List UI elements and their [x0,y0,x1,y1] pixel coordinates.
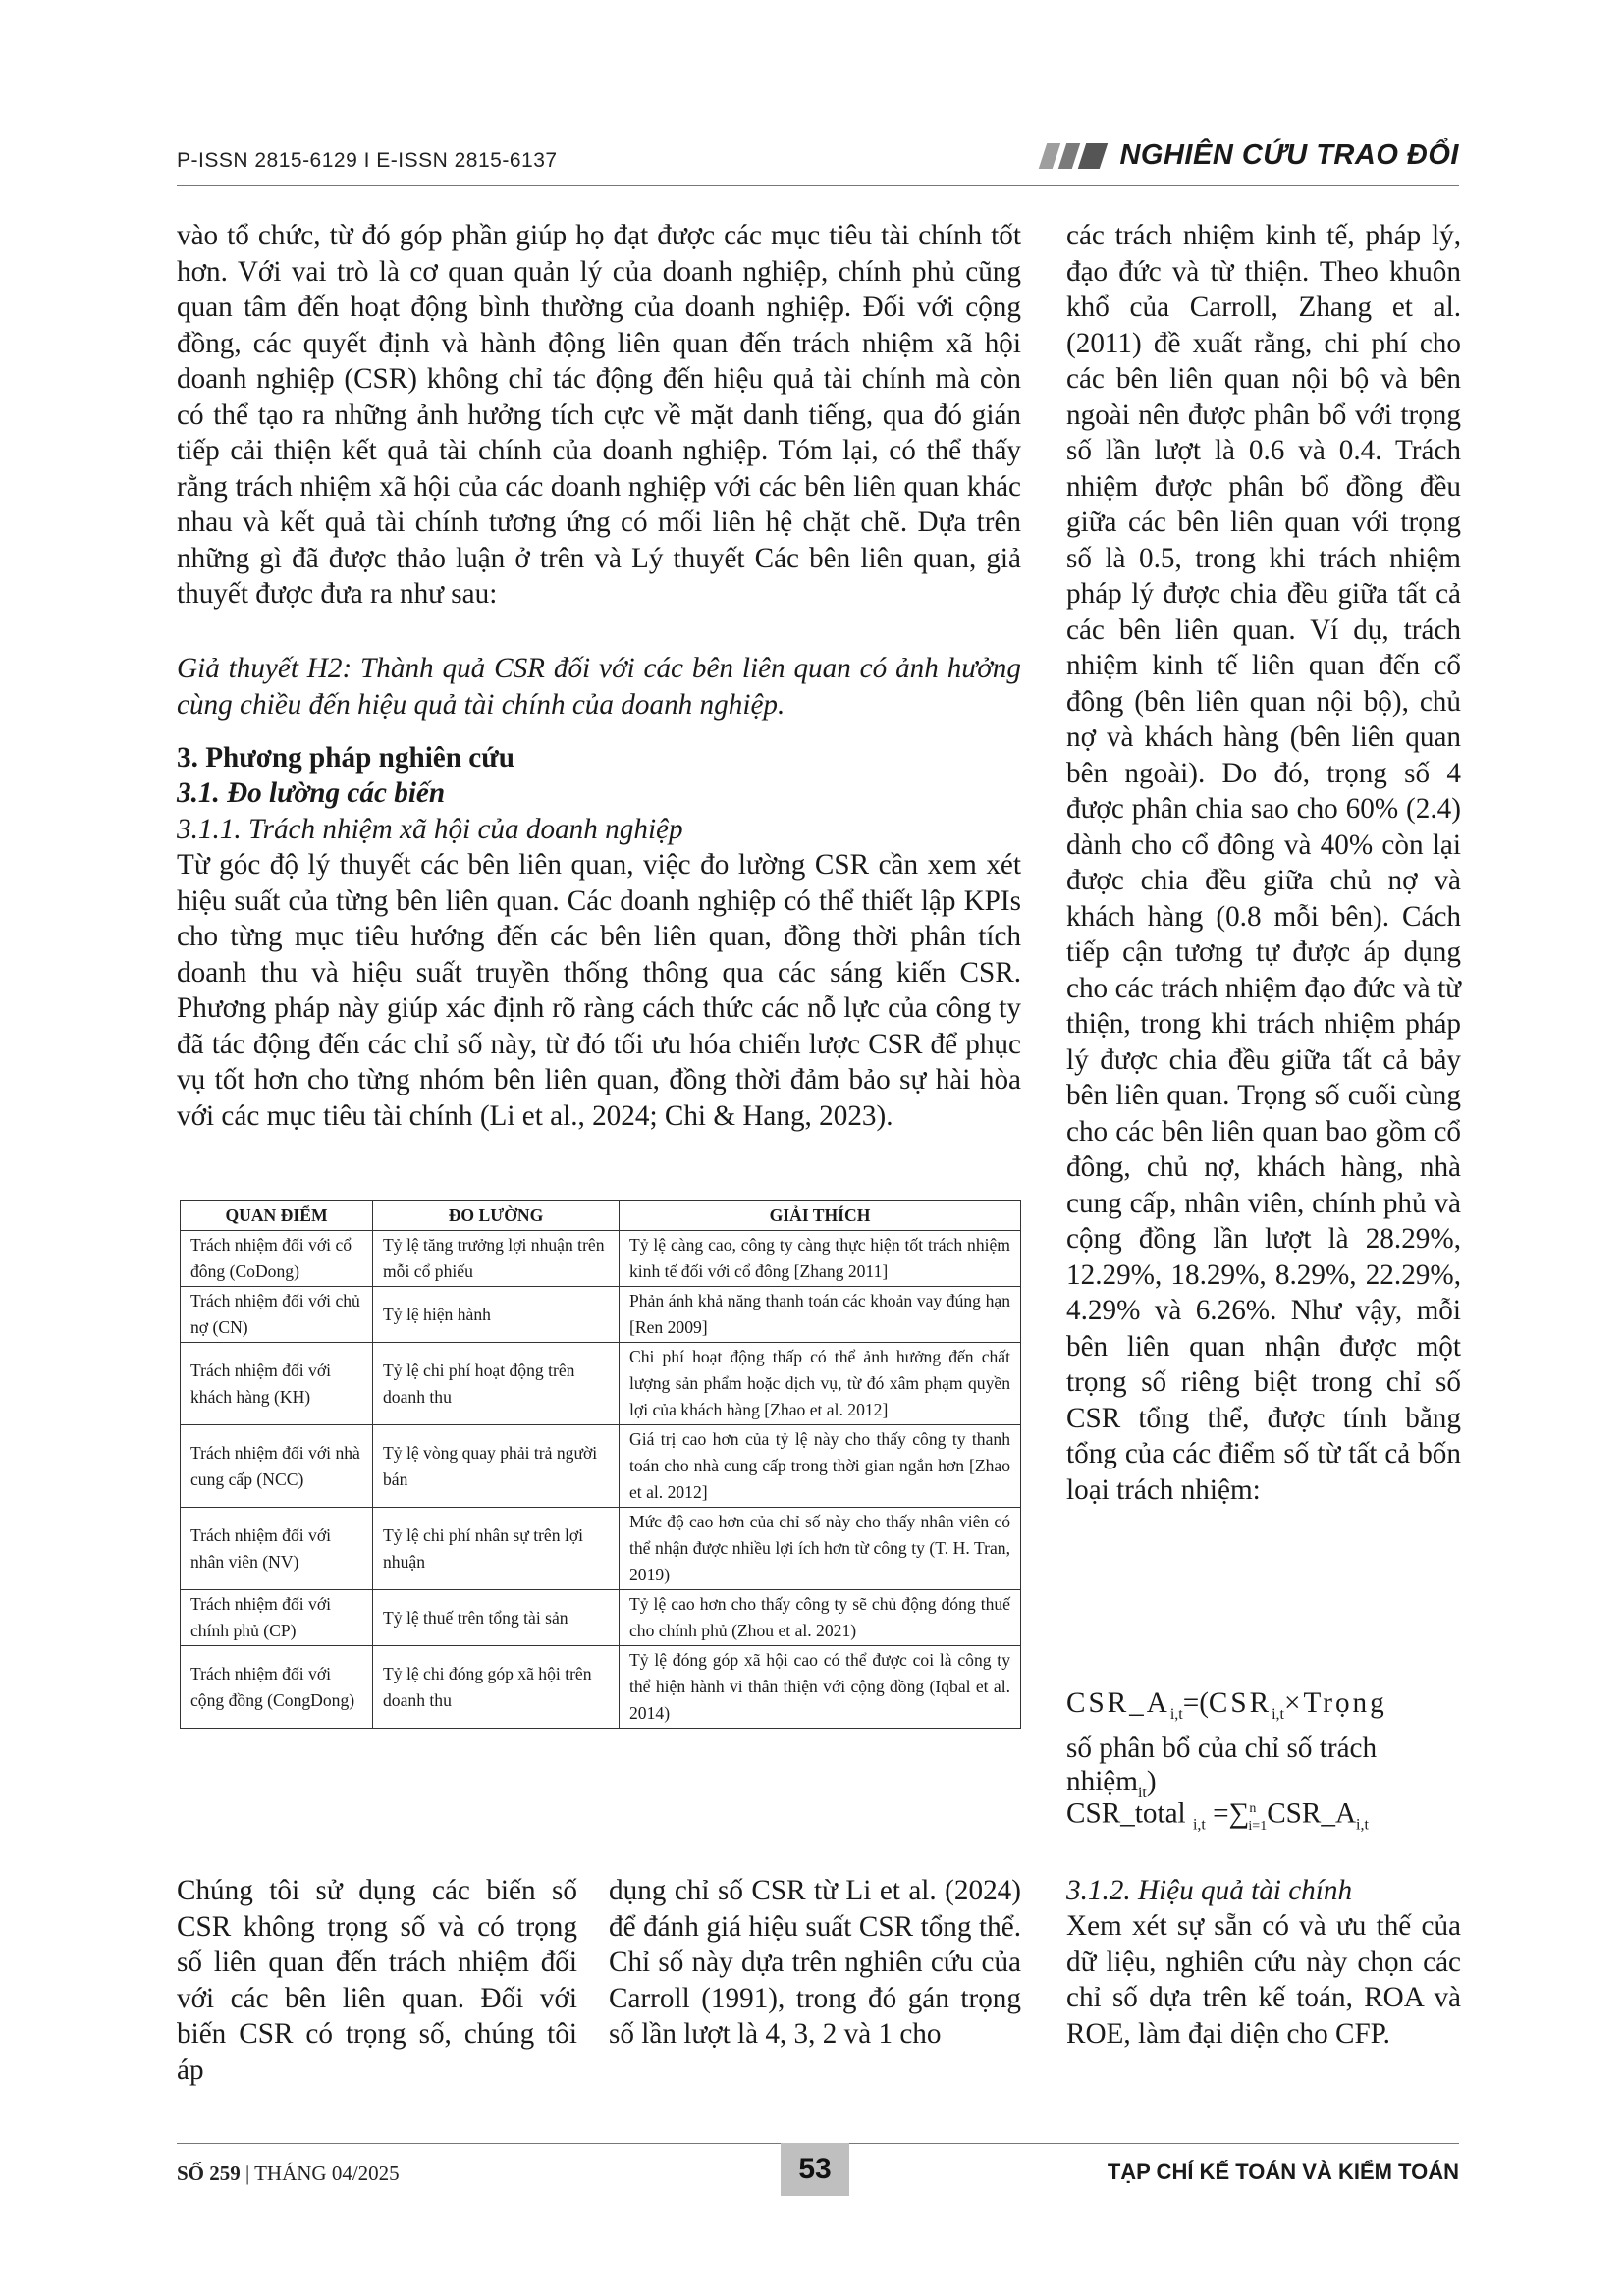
table-cell-explanation: Phản ánh khả năng thanh toán các khoản vay đúng hạn [Ren 2009] [620,1287,1021,1343]
issue-info: SỐ 259 | THÁNG 04/2025 [177,2162,400,2185]
table-cell-explanation: Tỷ lệ đóng góp xã hội cao có thể được coi là công ty thể hiện hành vi thân thiện với cộng đồng (Iqbal et al. 2014) [620,1646,1021,1729]
hypothesis-h2: Giả thuyết H2: Thành quả CSR đối với các bên liên quan có ảnh hưởng cùng chiều đến hiệu quả tài chính của doanh nghiệp. [177,653,1021,721]
table-cell-measure: Tỷ lệ chi phí hoạt động trên doanh thu [373,1343,620,1425]
method-paragraph: Từ góc độ lý thuyết các bên liên quan, việc đo lường CSR cần xem xét hiệu suất của từng bên liên quan. Các doanh nghiệp có thể thiết lập KPIs cho từng mục tiêu hướng đến các bên liên quan, đồng thời phân tích doanh thu và hiệu suất truyền thống thông qua các sáng kiến CSR. Phương pháp này giúp xác định rõ ràng cách thức các nỗ lực của công ty đã tác động đến các chỉ số này, từ đó tối ưu hóa chiến lược CSR để phục vụ tốt hơn cho từng nhóm bên liên quan, đồng thời đảm bảo sự hài hòa với các mục tiêu tài chính (Li et al., 2024; Chi & Hang, 2023). [177,849,1021,1132]
journal-name: TẠP CHÍ KẾ TOÁN VÀ KIỂM TOÁN [1107,2160,1459,2184]
cfp-paragraph: Xem xét sự sẵn có và ưu thế của dữ liệu, nghiên cứu này chọn các chỉ số dựa trên kế toán, ROA và ROE, làm đại diện cho CFP. [1066,1910,1461,2050]
table-cell-perspective: Trách nhiệm đối với chính phủ (CP) [181,1590,373,1646]
table-cell-measure: Tỷ lệ thuế trên tổng tài sản [373,1590,620,1646]
table-cell-perspective: Trách nhiệm đối với cổ đông (CoDong) [181,1231,373,1287]
table-header-row [181,1201,1021,1231]
page-number: 53 [781,2143,849,2196]
section-banner [1043,139,1459,172]
table-row [181,1590,1021,1646]
intro-paragraph: vào tổ chức, từ đó góp phần giúp họ đạt được các mục tiêu tài chính tốt hơn. Với vai trò là cơ quan quản lý của doanh nghiệp, chính phủ cũng quan tâm đến hoạt động bình thường của doanh nghiệp. Đối với cộng đồng, các quyết định và hành động liên quan đến trách nhiệm xã hội doanh nghiệp (CSR) không chỉ tác động đến hiệu quả tài chính mà còn có thể tạo ra những ảnh hưởng tích cực về mặt danh tiếng, qua đó gián tiếp cải thiện kết quả tài chính của doanh nghiệp. Tóm lại, có thể thấy rằng trách nhiệm xã hội của các doanh nghiệp với các bên liên quan khác nhau và kết quả tài chính tương ứng có mối liên hệ chặt chẽ. Dựa trên những gì đã được thảo luận ở trên và Lý thuyết Các bên liên quan, giả thuyết được đưa ra như sau: [177,220,1021,610]
table-row [181,1425,1021,1508]
table-cell-measure: Tỷ lệ hiện hành [373,1287,620,1343]
banner-bars-decoration [1043,143,1104,169]
table-cell-measure: Tỷ lệ chi đóng góp xã hội trên doanh thu [373,1646,620,1729]
table-cell-perspective: Trách nhiệm đối với chủ nợ (CN) [181,1287,373,1343]
table-cell-perspective: Trách nhiệm đối với cộng đồng (CongDong) [181,1646,373,1729]
table-cell-explanation: Tỷ lệ càng cao, công ty càng thực hiện tốt trách nhiệm kinh tế đối với cổ đông [Zhang 2011] [620,1231,1021,1287]
table-header-explanation: GIẢI THÍCH [620,1201,1021,1231]
table-cell-explanation: Tỷ lệ cao hơn cho thấy công ty sẽ chủ động đóng thuế cho chính phủ (Zhou et al. 2021) [620,1590,1021,1646]
weighting-paragraph: các trách nhiệm kinh tế, pháp lý, đạo đức và từ thiện. Theo khuôn khổ của Carroll, Zhang et al. (2011) đề xuất rằng, chi phí cho các bên liên quan nội bộ và bên ngoài nên được phân bổ với trọng số lần lượt là 0.6 và 0.4. Trách nhiệm được phân bổ đồng đều giữa các bên liên quan với trọng số là 0.5, trong khi trách nhiệm pháp lý được chia đều giữa tất cả các bên liên quan. Ví dụ, trách nhiệm kinh tế liên quan đến cổ đông (bên liên quan nội bộ), chủ nợ và khách hàng (bên liên quan bên ngoài). Do đó, trọng số 4 được phân chia sao cho 60% (2.4) dành cho cổ đông và 40% còn lại được chia đều giữa chủ nợ và khách hàng (0.8 mỗi bên). Cách tiếp cận tương tự được áp dụng cho các trách nhiệm đạo đức và từ thiện, trong khi trách nhiệm pháp lý được chia đều giữa tất cả bảy bên liên quan. Trọng số cuối cùng cho các bên liên quan bao gồm cổ đông, chủ nợ, khách hàng, nhà cung cấp, nhân viên, chính phủ và cộng đồng lần lượt là 28.29%, 12.29%, 18.29%, 8.29%, 22.29%, 4.29% và 6.26%. Như vậy, mỗi bên liên quan nhận được một trọng số riêng biệt trong chỉ số CSR tổng thể, được tính bằng tổng của các điểm số từ tất cả bốn loại trách nhiệm: [1066,220,1461,1506]
table-row [181,1287,1021,1343]
table-header-perspective: QUAN ĐIỂM [181,1201,373,1231]
table-cell-explanation: Mức độ cao hơn của chỉ số này cho thấy nhân viên có thể nhận được nhiều lợi ích hơn từ công ty (T. H. Tran, 2019) [620,1508,1021,1590]
table-cell-perspective: Trách nhiệm đối với khách hàng (KH) [181,1343,373,1425]
table-cell-explanation: Giá trị cao hơn của tỷ lệ này cho thấy công ty thanh toán cho nhà cung cấp trong thời gian ngắn hơn [Zhao et al. 2012] [620,1425,1021,1508]
table-cell-perspective: Trách nhiệm đối với nhân viên (NV) [181,1508,373,1590]
header-divider [177,185,1459,186]
table-header-measure: ĐO LƯỜNG [373,1201,620,1231]
section-heading: 3. Phương pháp nghiên cứu [177,742,514,774]
table-cell-measure: Tỷ lệ vòng quay phải trả người bán [373,1425,620,1508]
table-cell-explanation: Chi phí hoạt động thấp có thể ảnh hưởng đến chất lượng sản phẩm hoặc dịch vụ, từ đó xâm phạm quyền lợi của khách hàng [Zhao et al. 2012] [620,1343,1021,1425]
journal-issn: P-ISSN 2815-6129 I E-ISSN 2815-6137 [177,149,558,172]
subsubsection-heading: 3.1.1. Trách nhiệm xã hội của doanh nghiệp [177,814,683,845]
table-cell-perspective: Trách nhiệm đối với nhà cung cấp (NCC) [181,1425,373,1508]
formula-csr-total: CSR_total $_{i,t} =\sum^n_{i=1}CSR\_A_{i,t}$ [1066,1797,1369,1834]
table-cell-measure: Tỷ lệ chi phí nhân sự trên lợi nhuận [373,1508,620,1590]
formula-csr-a: $CSR\_A_{i,t}=(CSR_{i,t}\times Trọng$ số phân bổ của chỉ số trách nhiệm$_{it}$) [1066,1687,1387,1801]
table-cell-measure: Tỷ lệ tăng trưởng lợi nhuận trên mỗi cổ phiếu [373,1231,620,1287]
table-row [181,1231,1021,1287]
subsection-heading: 3.1. Đo lường các biến [177,777,446,809]
table-row [181,1646,1021,1729]
table-row [181,1343,1021,1425]
csr-measurement-table [180,1200,1021,1729]
weighted-csr-paragraph: Chúng tôi sử dụng các biến số CSR không trọng số và có trọng số liên quan đến trách nhiệm đối với các bên liên quan. Đối với biến CSR có trọng số, chúng tôi áp [177,1875,577,2086]
table-row [181,1508,1021,1590]
csr-index-paragraph: dụng chỉ số CSR từ Li et al. (2024) để đánh giá hiệu suất CSR tổng thể. Chỉ số này dựa trên nghiên cứu của Carroll (1991), trong đó gán trọng số lần lượt là 4, 3, 2 và 1 cho [609,1875,1021,2050]
cfp-subsection-heading: 3.1.2. Hiệu quả tài chính [1066,1875,1353,1906]
section-title: NGHIÊN CỨU TRAO ĐỔI [1119,139,1459,171]
